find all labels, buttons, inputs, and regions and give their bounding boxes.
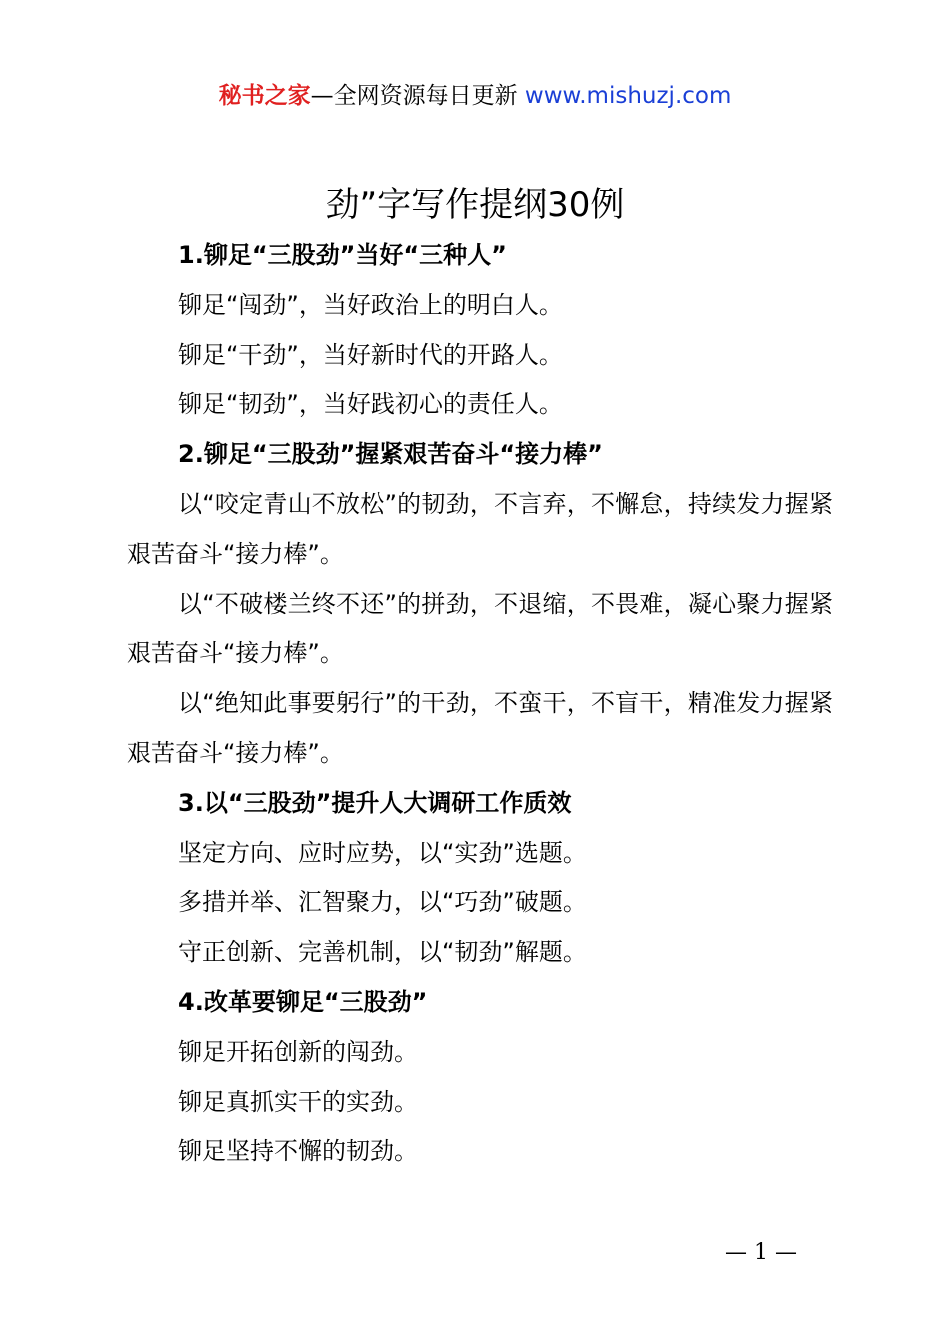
section-2-heading: 2.铆足“三股劲”握紧艰苦奋斗“接力棒” xyxy=(178,440,603,469)
section-4-line-2: 铆足真抓实干的实劲。 xyxy=(178,1087,418,1116)
section-1-line-1: 铆足“闯劲”，当好政治上的明白人。 xyxy=(178,290,563,319)
page-number: — 1 — xyxy=(725,1240,797,1265)
section-3-line-1: 坚定方向、应时应势，以“实劲”选题。 xyxy=(178,838,587,867)
section-4-heading: 4.改革要铆足“三股劲” xyxy=(178,987,428,1016)
section-3-line-2: 多措并举、汇智聚力，以“巧劲”破题。 xyxy=(178,888,587,917)
section-3-line-3: 守正创新、完善机制，以“韧劲”解题。 xyxy=(178,938,587,967)
section-4-line-3: 铆足坚持不懈的韧劲。 xyxy=(178,1137,418,1166)
section-3-heading: 3.以“三股劲”提升人大调研工作质效 xyxy=(178,788,572,817)
section-1-line-2: 铆足“干劲”，当好新时代的开路人。 xyxy=(178,340,563,369)
section-2-paragraph-1: 以“咬定青山不放松”的韧劲，不言弃，不懈怠，持续发力握紧艰苦奋斗“接力棒”。 xyxy=(127,489,833,568)
document-title: 劲”字写作提纲30例 xyxy=(325,185,625,225)
section-2-paragraph-2: 以“不破楼兰终不还”的拼劲，不退缩，不畏难，凝心聚力握紧艰苦奋斗“接力棒”。 xyxy=(127,589,833,668)
header-brand: 秘书之家 xyxy=(218,83,311,109)
document-body xyxy=(127,231,833,1177)
header-tagline: —全网资源每日更新 xyxy=(310,83,525,109)
header-url-link[interactable]: www.mishuzj.com xyxy=(524,83,732,109)
section-4-line-1: 铆足开拓创新的闯劲。 xyxy=(178,1037,418,1066)
section-2-paragraph-3: 以“绝知此事要躬行”的干劲，不蛮干，不盲干，精准发力握紧艰苦奋斗“接力棒”。 xyxy=(127,689,833,767)
site-header xyxy=(0,80,950,112)
section-1-line-3: 铆足“韧劲”，当好践初心的责任人。 xyxy=(178,390,563,419)
section-1-heading: 1.铆足“三股劲”当好“三种人” xyxy=(178,241,507,269)
